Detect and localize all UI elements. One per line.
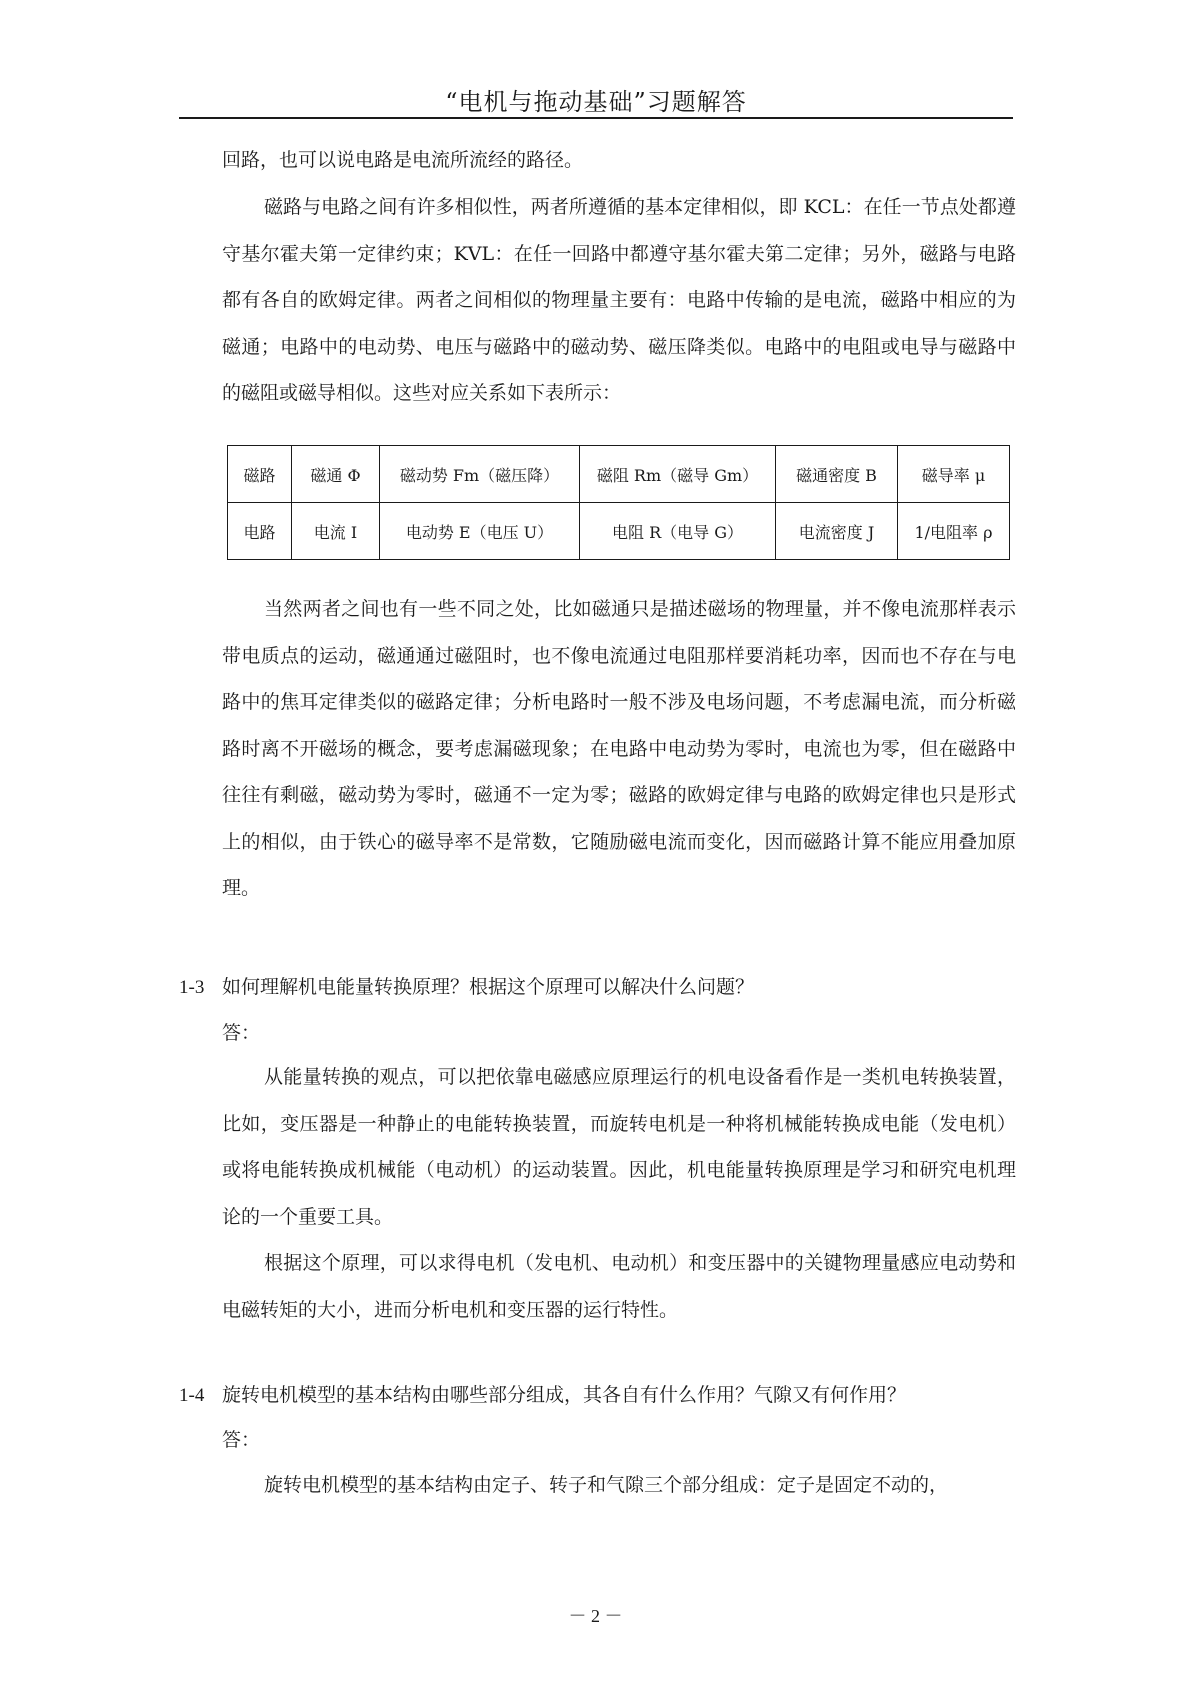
table-row bbox=[228, 446, 1010, 503]
table-cell: 电动势 E（电压 U） bbox=[380, 503, 580, 560]
table-row bbox=[228, 503, 1010, 560]
table-cell: 电阻 R（电导 G） bbox=[580, 503, 776, 560]
table-cell: 磁导率 μ bbox=[898, 446, 1010, 503]
table-cell: 磁通密度 B bbox=[776, 446, 898, 503]
body-paragraph: 当然两者之间也有一些不同之处，比如磁通只是描述磁场的物理量，并不像电流那样表示带电质点的运动，磁通通过磁阻时，也不像电流通过电阻那样要消耗功率，因而也不存在与电路中的焦耳定律类似的磁路定律；分析电路时一般不涉及电场问题，不考虑漏电流，而分析磁路时离不开磁场的概念，要考虑漏磁现象；在电路中电动势为零时，电流也为零，但在磁路中往往有剩磁，磁动势为零时，磁通不一定为零；磁路的欧姆定律与电路的欧姆定律也只是形式上的相似，由于铁心的磁导率不是常数，它随励磁电流而变化，因而磁路计算不能应用叠加原理。 bbox=[222, 598, 1016, 899]
page-header: “电机与拖动基础”习题解答 bbox=[445, 88, 747, 116]
table-cell: 电流 I bbox=[292, 503, 380, 560]
question-text: 如何理解机电能量转换原理？根据这个原理可以解决什么问题？ bbox=[222, 976, 755, 998]
table-cell: 电流密度 J bbox=[776, 503, 898, 560]
answer-label: 答： bbox=[222, 1429, 261, 1451]
body-paragraph: 磁路与电路之间有许多相似性，两者所遵循的基本定律相似，即 KCL：在任一节点处都遵守基尔霍夫第一定律约束；KVL：在任一回路中都遵守基尔霍夫第二定律；另外，磁路与电路都有各自的欧姆定律。两者之间相似的物理量主要有：电路中传输的是电流，磁路中相应的为磁通；电路中的电动势、电压与磁路中的磁动势、磁压降类似。电路中的电阻或电导与磁路中的磁阻或磁导相似。这些对应关系如下表所示： bbox=[222, 196, 1016, 404]
question-number: 1-4 bbox=[179, 1385, 205, 1406]
table-cell: 磁路 bbox=[228, 446, 292, 503]
table-cell: 电路 bbox=[228, 503, 292, 560]
body-paragraph: 从能量转换的观点，可以把依靠电磁感应原理运行的机电设备看作是一类机电转换装置，比如，变压器是一种静止的电能转换装置，而旋转电机是一种将机械能转换成电能（发电机）或将电能转换成机械能（电动机）的运动装置。因此，机电能量转换原理是学习和研究电机理论的一个重要工具。 bbox=[222, 1066, 1016, 1228]
table-cell: 磁动势 Fm（磁压降） bbox=[380, 446, 580, 503]
table-cell: 1/电阻率 ρ bbox=[898, 503, 1010, 560]
question-1-3 bbox=[179, 973, 1019, 1002]
body-paragraph: 根据这个原理，可以求得电机（发电机、电动机）和变压器中的关键物理量感应电动势和电磁转矩的大小，进而分析电机和变压器的运行特性。 bbox=[222, 1252, 1016, 1321]
analogy-table bbox=[227, 445, 1010, 560]
table-cell: 磁阻 Rm（磁导 Gm） bbox=[580, 446, 776, 503]
page-number: － 2 － bbox=[568, 1606, 623, 1626]
answer-label: 答： bbox=[222, 1022, 261, 1044]
body-paragraph: 旋转电机模型的基本结构由定子、转子和气隙三个部分组成：定子是固定不动的， bbox=[264, 1474, 949, 1496]
question-number: 1-3 bbox=[179, 977, 205, 998]
question-text: 旋转电机模型的基本结构由哪些部分组成，其各自有什么作用？气隙又有何作用？ bbox=[222, 1384, 907, 1406]
header-rule bbox=[179, 117, 1013, 119]
table-cell: 磁通 Φ bbox=[292, 446, 380, 503]
question-1-4 bbox=[179, 1381, 1019, 1410]
body-paragraph: 回路，也可以说电路是电流所流经的路径。 bbox=[222, 149, 584, 171]
